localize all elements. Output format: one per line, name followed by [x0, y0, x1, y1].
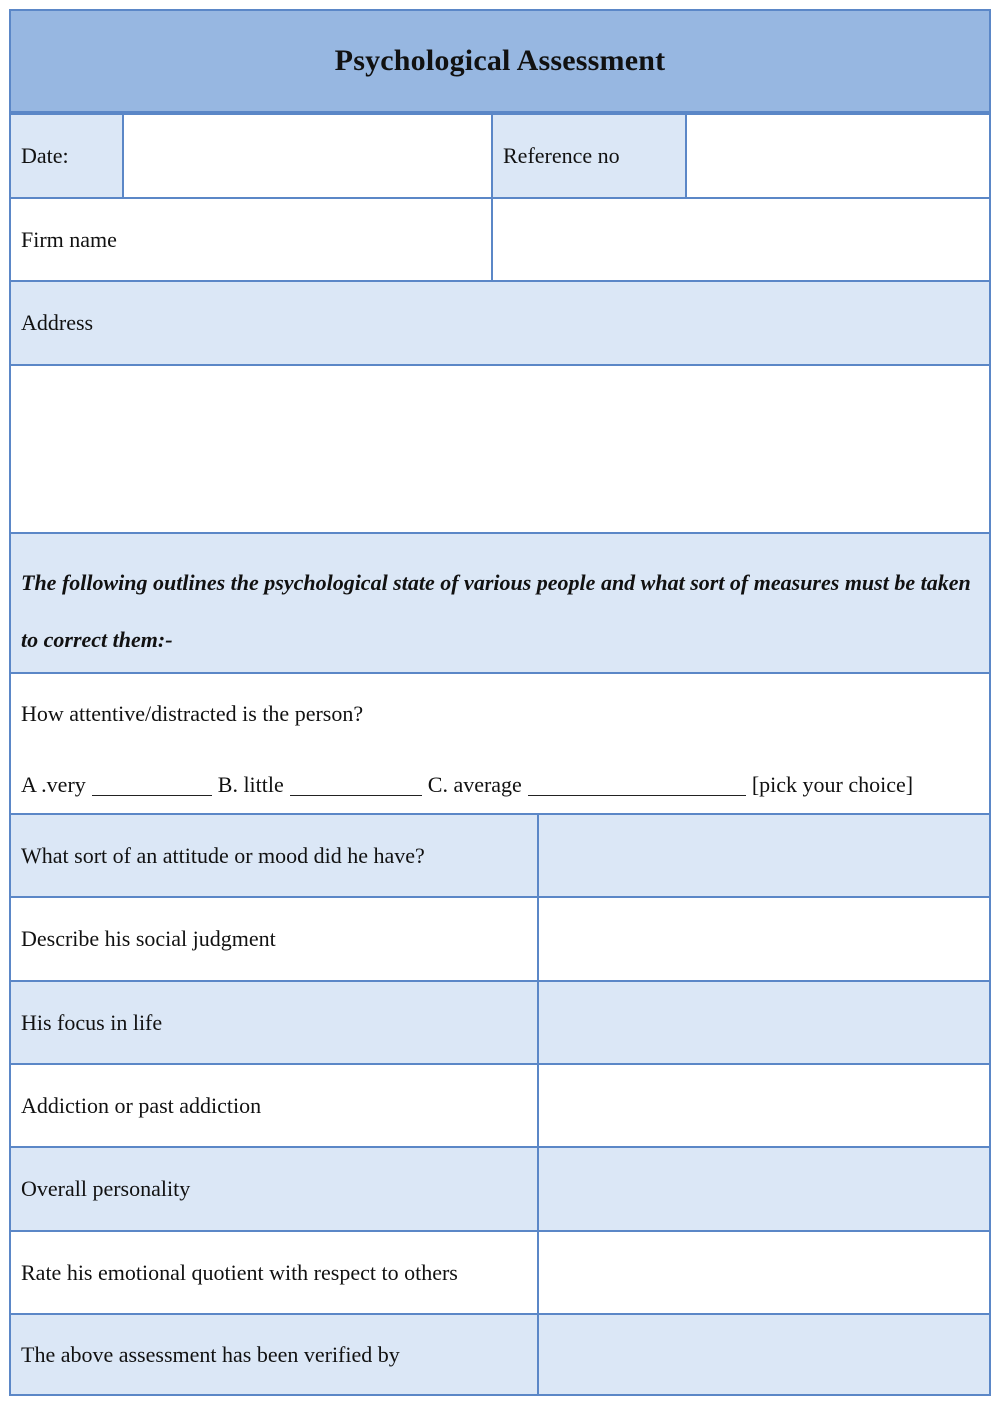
- assessment-label-cell: [11, 1315, 537, 1394]
- attentiveness-question: How attentive/distracted is the person?: [21, 701, 364, 726]
- assessment-form: [9, 9, 991, 1396]
- date-label-cell: [11, 115, 122, 197]
- reference-field[interactable]: [685, 115, 989, 197]
- assessment-answer-field[interactable]: [537, 982, 989, 1063]
- assessment-label: Overall personality: [21, 1176, 191, 1201]
- address-field[interactable]: [11, 366, 989, 534]
- assessment-answer-field[interactable]: [537, 815, 989, 896]
- firm-label-cell: [11, 199, 491, 280]
- firm-label: Firm name: [21, 226, 117, 252]
- assessment-row: [11, 1315, 989, 1394]
- attentiveness-choices: [21, 772, 971, 798]
- firm-row: [11, 199, 989, 282]
- firm-field[interactable]: [491, 199, 989, 280]
- assessment-label-cell: [11, 1232, 537, 1313]
- assessment-label-cell: [11, 1148, 537, 1230]
- assessment-row: [11, 1148, 989, 1232]
- option-c-blank[interactable]: [528, 794, 746, 796]
- form-header: [11, 11, 989, 115]
- option-b-blank[interactable]: [290, 794, 422, 796]
- reference-label-cell: [491, 115, 685, 197]
- address-label: Address: [21, 310, 94, 335]
- assessment-row: [11, 815, 989, 898]
- assessment-label: Rate his emotional quotient with respect to others: [21, 1259, 458, 1285]
- assessment-row: [11, 898, 989, 982]
- assessment-answer-field[interactable]: [537, 1315, 989, 1394]
- option-a-label: A .very: [21, 772, 86, 797]
- intro-text: The following outlines the psychological state of various people and what sort of measures must be taken to correct them:-: [21, 570, 971, 652]
- assessment-row: [11, 982, 989, 1065]
- assessment-label-cell: [11, 898, 537, 980]
- assessment-row: [11, 1065, 989, 1148]
- assessment-row: [11, 1232, 989, 1315]
- assessment-label: Describe his social judgment: [21, 926, 276, 951]
- attentiveness-row: [11, 674, 989, 815]
- assessment-label: Addiction or past addiction: [21, 1092, 262, 1118]
- option-b-label: B. little: [217, 772, 284, 797]
- date-reference-row: [11, 115, 989, 199]
- assessment-answer-field[interactable]: [537, 1065, 989, 1146]
- assessment-label: The above assessment has been verified by: [21, 1341, 400, 1367]
- assessment-answer-field[interactable]: [537, 898, 989, 980]
- assessment-label: What sort of an attitude or mood did he have?: [21, 842, 425, 868]
- option-a-blank[interactable]: [92, 794, 212, 796]
- date-label: Date:: [21, 143, 69, 168]
- assessment-label-cell: [11, 815, 537, 896]
- date-field[interactable]: [122, 115, 491, 197]
- intro-row: [11, 534, 989, 674]
- assessment-answer-field[interactable]: [537, 1148, 989, 1230]
- assessment-answer-field[interactable]: [537, 1232, 989, 1313]
- assessment-label: His focus in life: [21, 1009, 163, 1035]
- address-label-row: [11, 282, 989, 366]
- reference-label: Reference no: [503, 143, 620, 168]
- assessment-label-cell: [11, 982, 537, 1063]
- choice-hint: [pick your choice]: [751, 772, 914, 797]
- assessment-label-cell: [11, 1065, 537, 1146]
- form-title: Psychological Assessment: [334, 44, 666, 77]
- option-c-label: C. average: [427, 772, 522, 797]
